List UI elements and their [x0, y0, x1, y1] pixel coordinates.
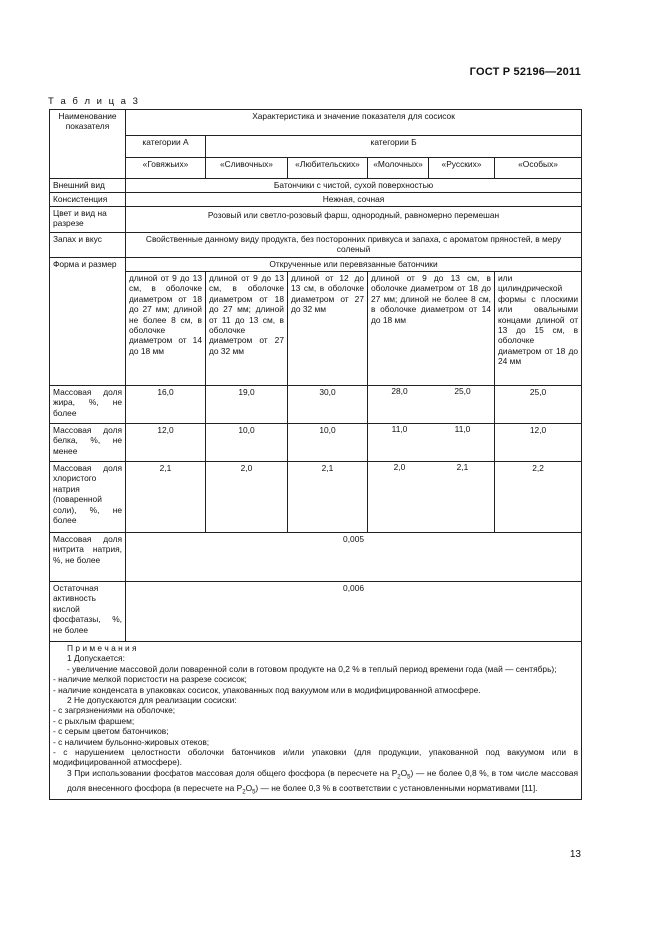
- nitrite-value: 0,005: [126, 533, 582, 582]
- salt-value: 2,1: [288, 462, 368, 533]
- note-phosphorus: [53, 768, 578, 798]
- salt-value: 2,1: [456, 462, 469, 472]
- shape-value: длиной от 9 до 13 см, в оболочке диаметром от 18 до 27 мм; длиной не более 8 см, в оболочке диаметром от 14 до 18 мм: [126, 272, 206, 386]
- phosphatase-value: 0,006: [126, 582, 582, 642]
- note-item: - наличие мелкой пористости на разрезе сосисок;: [53, 674, 247, 685]
- note-item: - с нарушением целостности оболочки батончиков и/или упаковки (для продукции, упакованной под вакуумом или в модифицированной атмосфере).: [53, 747, 579, 768]
- table-caption: Т а б л и ц а 3: [48, 96, 140, 107]
- shape-value: или цилиндрической формы с плоскими или овальными концами длиной от 13 до 15 см, в оболочке диаметром от 18 до 24 мм: [495, 272, 582, 386]
- subscript: 2: [397, 774, 401, 781]
- protein-value: 10,0: [206, 424, 288, 462]
- row-label: Внешний вид: [50, 179, 126, 193]
- note-item: - с серым цветом батончиков;: [53, 726, 169, 737]
- smell-value: Свойственные данному виду продукта, без посторонних привкуса и запаха, с ароматом пряностей, в меру соленый: [126, 233, 582, 258]
- fat-value: 25,0: [454, 386, 471, 396]
- category-a-header: категории А: [126, 136, 206, 158]
- protein-value: 12,0: [495, 424, 582, 462]
- row-label: Массовая доля жира, %, не более: [50, 386, 126, 424]
- page-number: 13: [569, 849, 581, 860]
- shape-value: длиной от 9 до 13 см, в оболочке диаметром от 18 до 27 мм; длиной от 11 до 13 см, в оболочке диаметром от 27 до 32 мм: [206, 272, 288, 386]
- protein-value: 10,0: [288, 424, 368, 462]
- product-header: «Говяжьих»: [126, 158, 206, 179]
- subscript: 5: [252, 789, 256, 796]
- note-text: ) — не более 0,3 % в соответствии с установленными нормативами [11].: [255, 782, 538, 793]
- subscript: 2: [242, 789, 246, 796]
- fat-value: [368, 386, 495, 424]
- note-text: ) — не более 0,8 %, в том числе массовая доля внесенного фосфора (в пересчете на P: [67, 767, 579, 793]
- protein-value: 12,0: [126, 424, 206, 462]
- row-label: Массовая доля белка, %, не менее: [50, 424, 126, 462]
- fat-value: 25,0: [495, 386, 582, 424]
- note-item: - с загрязнениями на оболочке;: [53, 705, 176, 716]
- protein-value: [368, 424, 495, 462]
- row-label: Запах и вкус: [50, 233, 126, 258]
- product-header: «Молочных»: [368, 158, 429, 179]
- salt-value: 2,1: [126, 462, 206, 533]
- row-label: Форма и размер: [50, 258, 126, 386]
- characteristic-header: Характеристика и значение показателя для сосисок: [126, 110, 582, 136]
- product-header: «Русских»: [429, 158, 495, 179]
- note-text: 3 При использовании фосфатов массовая доля общего фосфора (в пересчете на P: [67, 767, 398, 778]
- color-value: Розовый или светло-розовый фарш, однородный, равномерно перемешан: [126, 207, 582, 233]
- product-header: «Особых»: [495, 158, 582, 179]
- row-label: Остаточная активность кислой фосфатазы, %, не более: [50, 582, 126, 642]
- shape-value: длиной от 9 до 13 см, в оболочке диаметром от 18 до 27 мм; длиной не более 8 см, в оболочке диаметром от 14 до 18 мм: [368, 272, 495, 386]
- protein-value: 11,0: [454, 424, 471, 434]
- name-header: Наименование показателя: [50, 110, 126, 179]
- salt-value: 2,2: [495, 462, 582, 533]
- note-item: - с наличием бульонно-жировых отеков;: [53, 736, 210, 747]
- shape-value: длиной от 12 до 13 см, в оболочке диаметром от 27 до 32 мм: [288, 272, 368, 386]
- salt-value: 2,0: [206, 462, 288, 533]
- notes-block: [50, 642, 582, 800]
- note-title: 2 Не допускаются для реализации сосиски:: [67, 695, 237, 706]
- subscript: 5: [407, 774, 411, 781]
- product-header: «Любительских»: [288, 158, 368, 179]
- note-title: 1 Допускается:: [67, 653, 125, 664]
- fat-value: 30,0: [288, 386, 368, 424]
- fat-value: 19,0: [206, 386, 288, 424]
- shape-common-value: Открученные или перевязанные батончики: [126, 258, 582, 272]
- category-b-header: категории Б: [206, 136, 582, 158]
- note-item: - с рыхлым фаршем;: [53, 715, 135, 726]
- row-label: Консистенция: [50, 193, 126, 207]
- row-label: Цвет и вид на разрезе: [50, 207, 126, 233]
- product-header: «Сливочных»: [206, 158, 288, 179]
- document-header: ГОСТ Р 52196—2011: [469, 66, 581, 78]
- appearance-value: Батончики с чистой, сухой поверхностью: [126, 179, 582, 193]
- note-item: - увеличение массовой доли поваренной соли в готовом продукте на 0,2 % в теплый период времени года (май — сентябрь);: [67, 663, 557, 674]
- row-label: Массовая доля нитрита натрия, %, не более: [50, 533, 126, 582]
- note-text: O: [245, 782, 253, 793]
- fat-value: 28,0: [391, 386, 408, 396]
- requirements-table: [49, 109, 582, 800]
- protein-value: 11,0: [391, 424, 408, 434]
- notes-title: П р и м е ч а н и я: [67, 643, 137, 653]
- note-item: - наличие конденсата в упаковках сосисок, упакованных под вакуумом или в модифицированной атмосфере.: [53, 684, 481, 695]
- salt-value: 2,0: [393, 462, 406, 472]
- row-label: Массовая доля хлористого натрия (поваренной соли), %, не более: [50, 462, 126, 533]
- note-text: O: [400, 767, 408, 778]
- fat-value: 16,0: [126, 386, 206, 424]
- salt-value: [368, 462, 495, 533]
- consistency-value: Нежная, сочная: [126, 193, 582, 207]
